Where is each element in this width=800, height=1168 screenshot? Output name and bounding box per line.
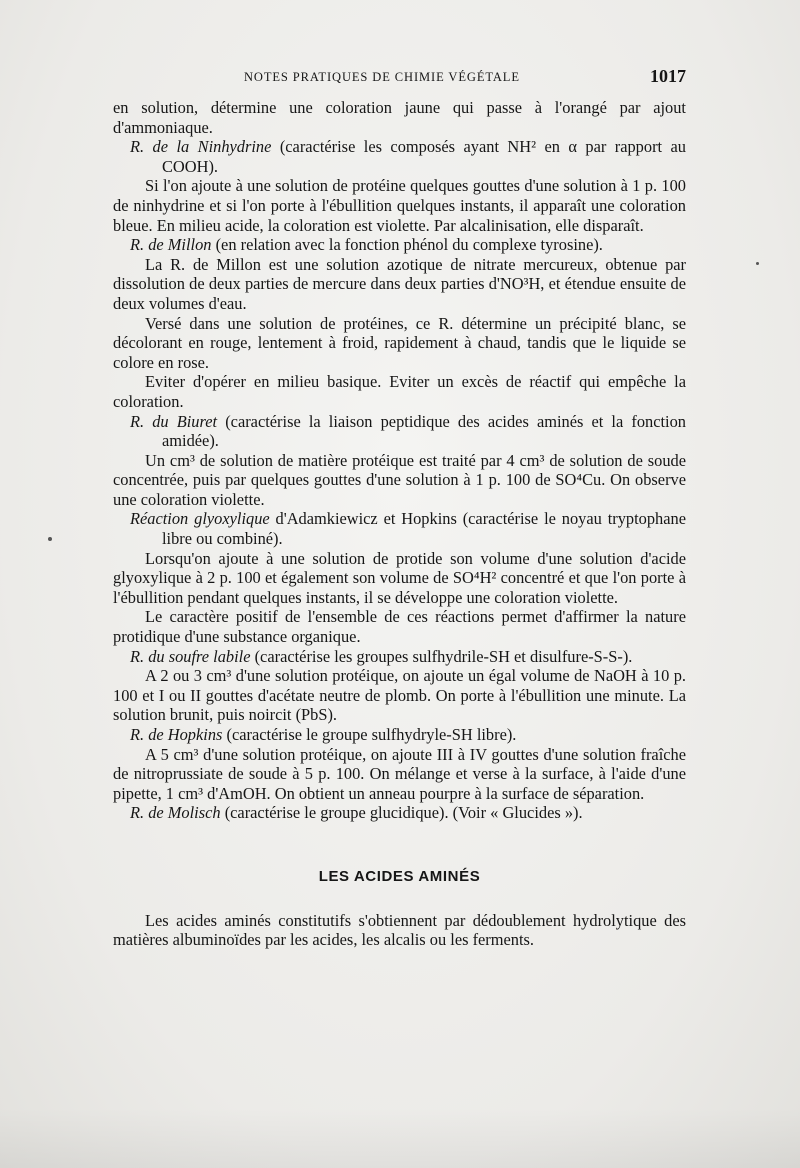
reaction-name: Réaction glyoxylique (130, 509, 270, 529)
reaction-name: R. de Hopkins (130, 725, 223, 744)
reaction-name: R. du soufre labile (130, 646, 251, 666)
paragraph: Le caractère positif de l'ensemble de ces réactions permet d'affirmer la nature protidique d'une substance organique. (113, 607, 686, 647)
page-number: 1017 (650, 66, 686, 86)
reaction-biuret (113, 412, 686, 451)
reaction-name: R. de la Ninhydrine (130, 137, 272, 157)
paragraph: A 5 cm³ d'une solution protéique, on ajoute III à IV gouttes d'une solution fraîche de nitroprussiate de soude à 5 p. 100. On mélange et verse à la surface, à l'aide d'une pipette, 1 cm³ d'AmOH. On obtient un anneau pourpre à la surface de séparation. (113, 744, 686, 803)
reaction-name: R. de Millon (130, 235, 212, 255)
reaction-description: (caractérise les groupes sulfhydrile-SH et disulfure-S-S-). (250, 646, 633, 666)
reaction-description: (en relation avec la fonction phénol du complexe tyrosine). (211, 235, 603, 255)
paragraph: Un cm³ de solution de matière protéique est traité par 4 cm³ de solution de soude concentrée, puis par quelques gouttes d'une solution à 1 p. 100 de SO⁴Cu. On observe une coloration violette. (113, 450, 686, 509)
reaction-description: d'Adamkiewicz et Hopkins (caractérise le noyau tryptophane libre ou combiné). (162, 509, 686, 549)
reaction-ninhydrine (113, 137, 686, 176)
reaction-description: (caractérise le groupe sulfhydryle-SH libre). (222, 725, 517, 744)
paragraph: Eviter d'opérer en milieu basique. Eviter un excès de réactif qui empêche la coloration. (113, 372, 686, 411)
reaction-molisch (113, 803, 686, 823)
paragraph: A 2 ou 3 cm³ d'une solution protéique, on ajoute un égal volume de NaOH à 10 p. 100 et I ou II gouttes d'acétate neutre de plomb. On porte à l'ébullition une minute. La solution brunit, puis noircit (PbS). (113, 666, 686, 725)
reaction-name: R. de Molisch (130, 803, 221, 823)
reaction-description: (caractérise la liaison peptidique des acides aminés et la fonction amidée). (162, 411, 686, 451)
continuation-paragraph: en solution, détermine une coloration jaune qui passe à l'orangé par ajout d'ammoniaque. (113, 98, 686, 137)
page-header (110, 66, 686, 88)
section-heading: LES ACIDES AMINÉS (318, 867, 481, 885)
paragraph: La R. de Millon est une solution azotique de nitrate mercureux, obtenue par dissolution de deux parties de mercure dans deux parties d'NO³H, et étendue ensuite de deux volumes d'eau. (113, 254, 686, 313)
running-title: NOTES PRATIQUES DE CHIMIE VÉGÉTALE (244, 70, 520, 84)
page-body (113, 98, 686, 950)
reaction-soufre-labile (113, 647, 686, 667)
reaction-glyoxylique (113, 509, 686, 548)
print-speck (756, 262, 759, 265)
paragraph: Si l'on ajoute à une solution de protéine quelques gouttes d'une solution à 1 p. 100 de ninhydrine et si l'on porte à l'ébullition quelques instants, il apparaît une coloration bleue. En milieu acide, la coloration est violette. Par alcalinisation, elle disparaît. (113, 176, 686, 235)
reaction-description: (caractérise le groupe glucidique). (Voir « Glucides »). (220, 803, 583, 823)
reaction-name: R. du Biuret (130, 411, 218, 431)
paragraph: Versé dans une solution de protéines, ce R. détermine un précipité blanc, se décolorant en rouge, lentement à froid, rapidement à chaud, tandis que le liquide se colore en rose. (113, 313, 686, 372)
reaction-description: (caractérise les composés ayant NH² en α par rapport au COOH). (162, 137, 686, 176)
paragraph: Lorsqu'on ajoute à une solution de protide son volume d'une solution d'acide glyoxylique à 2 p. 100 et également son volume de SO⁴H² concentré et que l'on porte à l'ébullition pendant quelques instants, il se développe une coloration violette. (113, 548, 686, 607)
paragraph: Les acides aminés constitutifs s'obtiennent par dédoublement hydrolytique des matières albuminoïdes par les acides, les alcalis ou les ferments. (113, 910, 686, 950)
reaction-hopkins (113, 725, 686, 745)
reaction-millon (113, 235, 686, 255)
paper-shading (0, 1108, 800, 1168)
print-speck (48, 537, 52, 541)
